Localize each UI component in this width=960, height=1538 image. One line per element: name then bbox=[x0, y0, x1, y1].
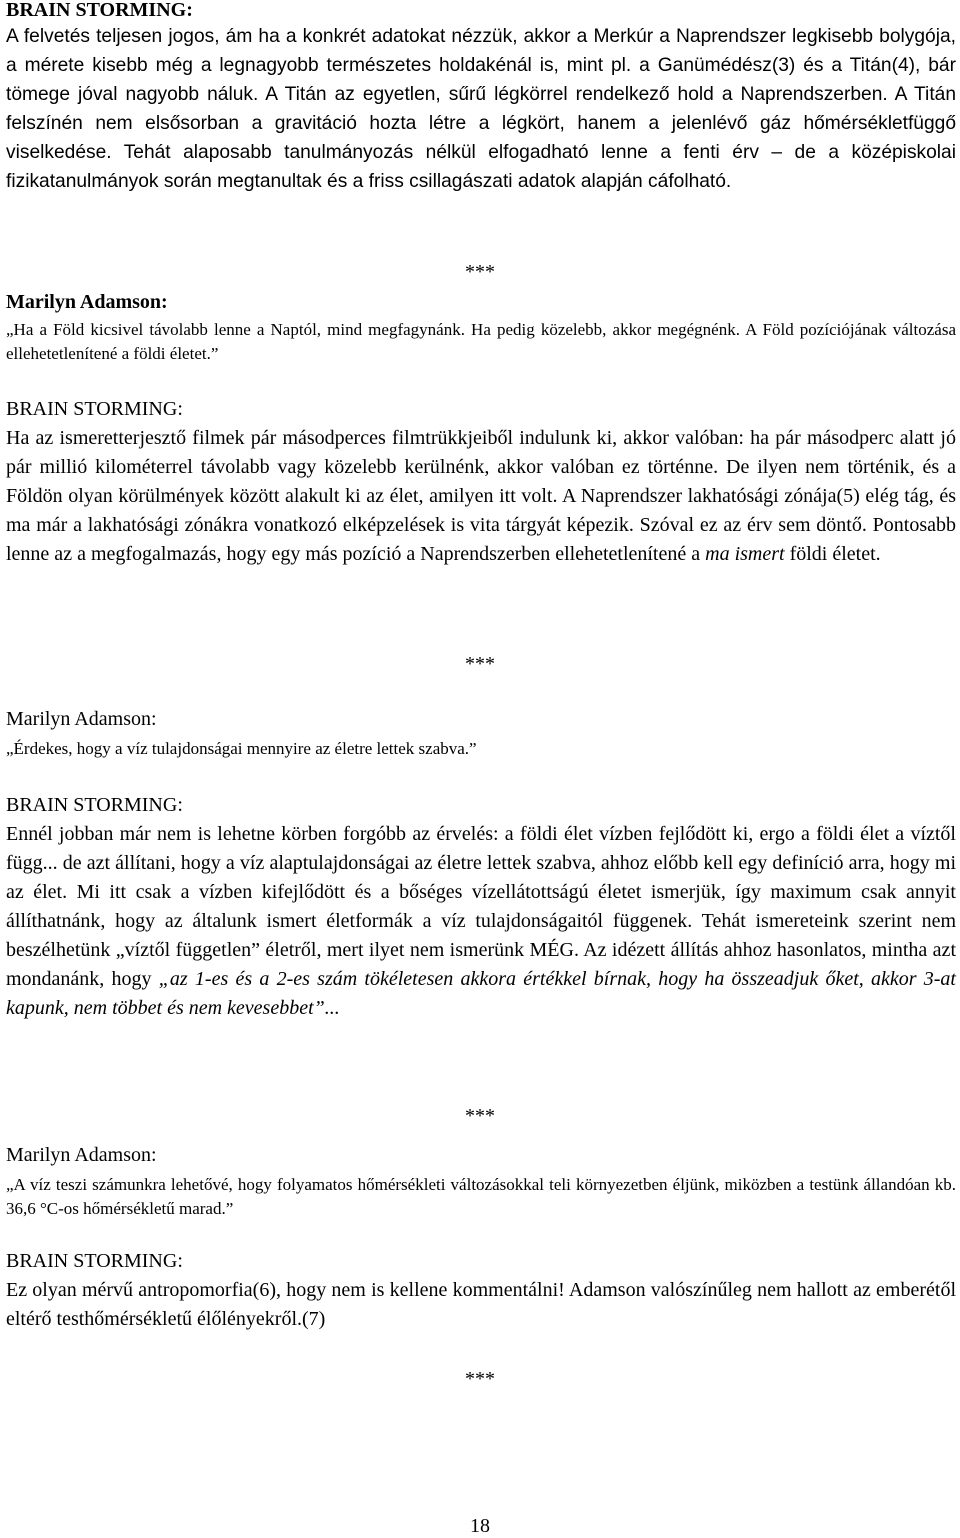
speaker-heading: Marilyn Adamson: bbox=[6, 291, 168, 313]
paragraph: Ez olyan mérvű antropomorfia(6), hogy nem is kellene kommentálni! Adamson valószínűleg nem hallott az emberétől eltérő testhőmérsékletű élőlényekről.(7) bbox=[6, 1279, 956, 1330]
section-5 bbox=[6, 793, 956, 1023]
paragraph bbox=[6, 424, 956, 569]
page-number: 18 bbox=[470, 1515, 490, 1537]
italic-text: „az 1-es és a 2-es szám tökéletesen akkora értékkel bírnak, hogy ha összeadjuk őket, akkor 3-at kapunk, nem többet és nem kevesebbet”... bbox=[6, 968, 956, 1019]
paragraph-text: Ha az ismeretterjesztő filmek pár másodperces filmtrükkjeiből indulunk ki, akkor valóban: ha pár másodperc alatt jó pár millió kilométerrel távolabb vagy közelebb kerülnénk, akkor valóban ez történne. De ilyen nem történik, és a Földön olyan körülmények között alakult ki az élet, amilyen itt volt. A Naprendszer lakhatósági zónája(5) elég tág, és ma már a lakhatósági zónákra vonatkozó elképzelések is vita tárgyát képezik. Szóval ez az érv sem döntő. Pontosabb lenne az a megfogalmazás, hogy egy más pozíció a Naprendszerben ellehetetlenítené a bbox=[6, 427, 956, 565]
section-6 bbox=[6, 1143, 956, 1221]
separator: *** bbox=[465, 1368, 495, 1390]
paragraph-text: Ennél jobban már nem is lehetne körben forgóbb az érvelés: a földi élet vízben fejlődött ki, ergo a földi élet a víztől függ... de azt állítani, hogy a víz alaptulajdonságai az életre lettek szabva, ahhoz előbb kell egy definíció arra, hogy mi az élet. Mi itt csak a vízben kifejlődött és a bőséges vízellátottságú életet ismerjük, így maximum csak annyit állíthatnánk, hogy az általunk ismert életformák a víz tulajdonságaitól függenek. Tehát ismereteink szerint nem beszélhetünk „víztől független” életről, mert ilyet nem ismerünk MÉG. Az idézett állítás ahhoz hasonlatos, mintha azt mondanánk, hogy bbox=[6, 823, 956, 990]
section-3 bbox=[6, 397, 956, 569]
italic-text: ma ismert bbox=[705, 543, 785, 565]
quote: „Ha a Föld kicsivel távolabb lenne a Naptól, mind megfagynánk. Ha pedig közelebb, akkor megégnénk. A Föld pozíciójának változása ellehetetlenítené a földi életet.” bbox=[6, 320, 956, 363]
quote: „Érdekes, hogy a víz tulajdonságai mennyire az életre lettek szabva.” bbox=[6, 739, 477, 758]
separator: *** bbox=[465, 261, 495, 283]
speaker-heading: Marilyn Adamson: bbox=[6, 708, 157, 730]
section-7 bbox=[6, 1249, 956, 1334]
section-heading: BRAIN STORMING: bbox=[6, 398, 183, 420]
quote: „A víz teszi számunkra lehetővé, hogy folyamatos hőmérsékleti változásokkal teli környezetben éljünk, miközben a testünk állandóan kb. 36,6 °C-os hőmérsékletű marad.” bbox=[6, 1175, 956, 1218]
paragraph: A felvetés teljesen jogos, ám ha a konkrét adatokat nézzük, akkor a Merkúr a Naprendszer legkisebb bolygója, a mérete kisebb még a legnagyobb természetes holdakénál is, mint pl. a Ganümédész(3) és a Titán(4), bár tömege jóval nagyobb náluk. A Titán az egyetlen, sűrű légkörrel rendelkező hold a Naprendszerben. A Titán felszínén nem elsősorban a gravitáció hozta létre a légkört, hanem a jelenlévő gáz hőmérsékletfüggő viselkedése. Tehát alaposabb tanulmányozás nélkül elfogadható lenne a fenti érv – de a középiskolai fizikatanulmányok során megtanultak és a friss csillagászati adatok alapján cáfolható. bbox=[6, 26, 956, 192]
paragraph-text: földi életet. bbox=[784, 543, 881, 565]
section-2 bbox=[6, 290, 956, 366]
speaker-heading: Marilyn Adamson: bbox=[6, 1144, 157, 1166]
section-heading: BRAIN STORMING: bbox=[6, 0, 193, 21]
separator: *** bbox=[465, 653, 495, 675]
section-heading: BRAIN STORMING: bbox=[6, 794, 183, 816]
separator: *** bbox=[465, 1105, 495, 1127]
section-heading: BRAIN STORMING: bbox=[6, 1250, 183, 1272]
paragraph bbox=[6, 820, 956, 1023]
section-1 bbox=[6, 0, 956, 196]
section-4 bbox=[6, 707, 956, 761]
